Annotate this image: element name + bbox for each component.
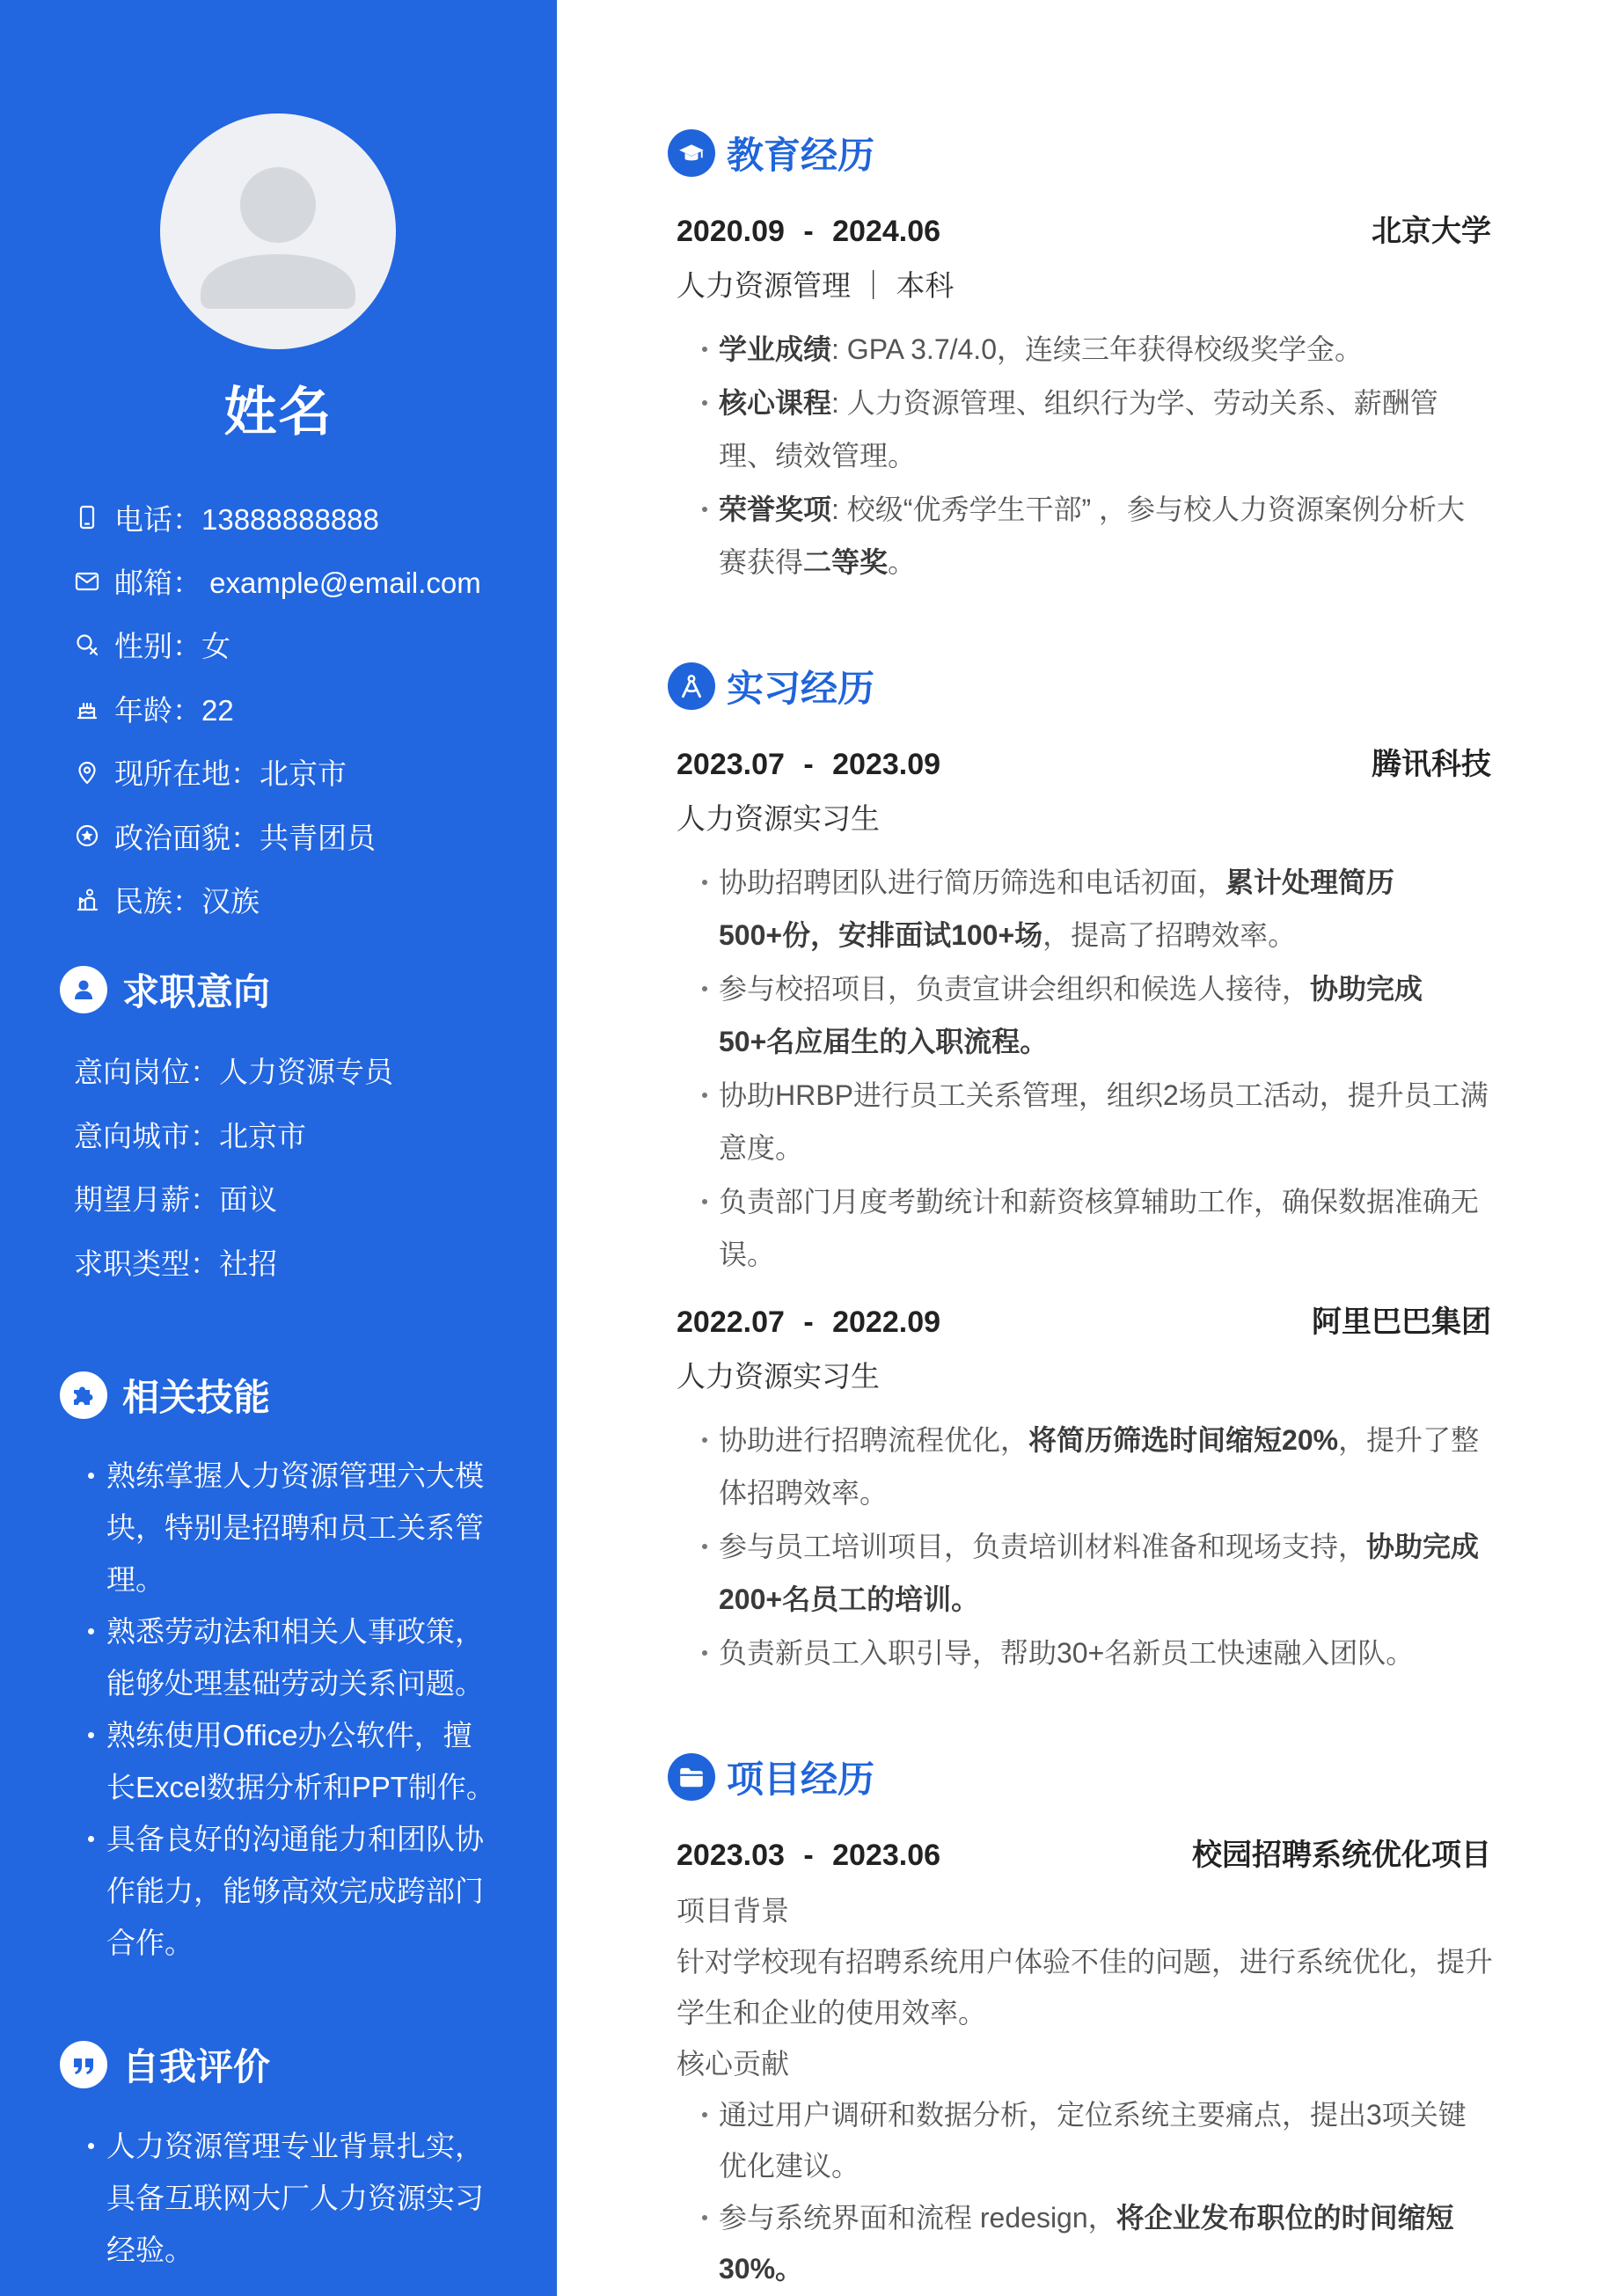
- project-background-text: 针对学校现有招聘系统用户体验不佳的问题，进行系统优化，提升学生和企业的使用效率。: [677, 1946, 1494, 2029]
- contact-age: [74, 676, 481, 740]
- contact-political-status-text: 政治面貌：共青团员: [114, 821, 376, 854]
- entry-date: 2020.09 - 2024.06: [677, 215, 941, 248]
- job-intention-list: [74, 1041, 393, 1297]
- internship-heading: [668, 662, 1503, 710]
- bullet-text: : 校级“优秀学生干部” ，参与校人力资源案例分析大赛获得: [719, 494, 1466, 578]
- bullet-item: [677, 1627, 1491, 1679]
- project-contribution-label: 核心贡献: [677, 2048, 790, 2080]
- bullet-text: 协助HRBP进行员工关系管理，组织2场员工活动，提升员工满意度。: [719, 1079, 1489, 1164]
- bullet-text: 熟练使用Office办公软件，擅长Excel数据分析和PPT制作。: [106, 1719, 495, 1803]
- internship-entry: [677, 737, 1491, 1281]
- self-evaluation-heading: [60, 2041, 270, 2088]
- intent-type: 求职类型：社招: [74, 1247, 277, 1281]
- bullet-item: [677, 2192, 1491, 2294]
- bullet-text: 负责新员工入职引导，帮助30+名新员工快速融入团队。: [719, 1637, 1415, 1669]
- bullet-text: 协助进行招聘流程优化，: [719, 1424, 1029, 1456]
- badge-icon: [74, 823, 100, 849]
- bullet-item: [677, 483, 1491, 589]
- graduation-cap-icon: [668, 129, 715, 177]
- intent-position: 意向岗位：人力资源专员: [74, 1056, 393, 1088]
- education-section: [668, 129, 1503, 589]
- bullet-text-bold: 二等奖: [803, 546, 889, 578]
- bullet-item: [677, 856, 1491, 962]
- bullet-item: [677, 323, 1491, 376]
- bullet-item: [677, 1414, 1491, 1519]
- bullet-item: [86, 1709, 500, 1813]
- sidebar: [0, 0, 557, 2296]
- project-bullets: [677, 2089, 1491, 2294]
- contact-email-text: 邮箱： example@email.com: [114, 567, 481, 600]
- education-heading: [668, 129, 1503, 177]
- bullet-item: [677, 962, 1491, 1068]
- bullet-text: 参与员工培训项目，负责培训材料准备和现场支持，: [719, 1531, 1367, 1562]
- bullet-text: 。: [888, 546, 917, 578]
- bullet-text: 人力资源管理专业背景扎实，具备互联网大厂人力资源实习经验。: [106, 2130, 484, 2266]
- education-entry: [677, 204, 1491, 589]
- entry-role: 人力资源实习生: [677, 1360, 880, 1393]
- internship-entry: [677, 1295, 1491, 1679]
- contact-ethnicity: [74, 867, 481, 931]
- entry-school: 北京大学: [1372, 215, 1491, 248]
- user-icon: [60, 966, 107, 1013]
- avatar[interactable]: [160, 113, 396, 349]
- bullet-item: [86, 1813, 500, 1969]
- mail-icon: [74, 568, 100, 595]
- project-background-label: 项目背景: [677, 1895, 790, 1927]
- entry-header: [677, 1828, 1491, 1883]
- intent-salary: 期望月薪：面议: [74, 1183, 277, 1217]
- entry-role: 人力资源实习生: [677, 802, 880, 835]
- entry-header: [677, 737, 1491, 792]
- contact-phone: [74, 486, 481, 549]
- contact-ethnicity-text: 民族：汉族: [114, 885, 260, 918]
- puzzle-icon: [60, 1371, 107, 1419]
- contact-phone-text: 电话：13888888888: [114, 502, 379, 536]
- bullet-text: 参与系统界面和流程 redesign，: [719, 2202, 1116, 2234]
- bullet-item: [677, 1520, 1491, 1626]
- contact-gender-text: 性别：女: [114, 630, 230, 663]
- project-heading: [668, 1753, 1503, 1801]
- bullet-item: [86, 1450, 500, 1605]
- internship-bullets: [677, 1414, 1491, 1679]
- bullet-text: 熟悉劳动法和相关人事政策，能够处理基础劳动关系问题。: [106, 1615, 484, 1700]
- compass-icon: [668, 662, 715, 710]
- bullet-text: 通过用户调研和数据分析，定位系统主要痛点，提出3项关键优化建议。: [719, 2099, 1467, 2182]
- bullet-text: ，提高了招聘效率。: [1042, 919, 1297, 951]
- contact-location-text: 现所在地：北京市: [114, 757, 347, 791]
- bullet-text: 协助招聘团队进行简历筛选和电话初面，: [719, 866, 1226, 898]
- bullet-item: [86, 1605, 500, 1709]
- bullet-item: [86, 2120, 500, 2276]
- folder-icon: [668, 1753, 715, 1801]
- skills-heading: [60, 1371, 270, 1419]
- internship-section: [668, 662, 1503, 1680]
- phone-icon: [74, 504, 100, 530]
- location-icon: [74, 759, 100, 786]
- project-section: [668, 1753, 1503, 2295]
- contact-age-text: 年龄：22: [114, 693, 234, 727]
- entry-project-name: 校园招聘系统优化项目: [1192, 1839, 1491, 1872]
- gender-icon: [74, 632, 100, 658]
- bullet-text-bold: 荣誉奖项: [719, 494, 832, 525]
- bullet-text-bold: 累计处理简历500+份，安排面试100+场: [719, 866, 1395, 951]
- project-entry: [677, 1828, 1494, 2294]
- bullet-text: 熟练掌握人力资源管理六大模块，特别是招聘和员工关系管理。: [106, 1459, 484, 1596]
- ethnicity-icon: [74, 887, 100, 913]
- bullet-item: [677, 1069, 1491, 1174]
- internship-bullets: [677, 856, 1491, 1281]
- entry-date: 2023.03 - 2023.06: [677, 1839, 941, 1872]
- project-title: 项目经历: [727, 1759, 875, 1800]
- bullet-text: 负责部门月度考勤统计和薪资核算辅助工作，确保数据准确无误。: [719, 1186, 1480, 1270]
- self-evaluation-title: 自我评价: [122, 2046, 271, 2088]
- entry-header: [677, 1295, 1491, 1349]
- entry-major-degree: 人力资源管理 ｜ 本科: [677, 269, 955, 302]
- skills-title: 相关技能: [122, 1377, 271, 1418]
- job-intention-heading: [60, 966, 270, 1013]
- bullet-item: [677, 377, 1491, 482]
- contact-location: [74, 741, 481, 804]
- candidate-name: 姓名: [223, 383, 333, 442]
- bullet-text-bold: 将企业发布职位的时间缩短30%。: [719, 2202, 1454, 2285]
- bullet-text-bold: 学业成绩: [719, 333, 832, 365]
- self-evaluation-list: [86, 2120, 500, 2276]
- quote-icon: [60, 2041, 107, 2088]
- contact-list: [74, 486, 481, 932]
- bullet-text-bold: 将简历筛选时间缩短20%: [1028, 1424, 1339, 1456]
- entry-header: [677, 204, 1491, 259]
- contact-gender: [74, 613, 481, 676]
- bullet-text: 具备良好的沟通能力和团队协作能力，能够高效完成跨部门合作。: [106, 1823, 484, 1959]
- entry-company: 腾讯科技: [1372, 748, 1491, 781]
- avatar-placeholder-icon: [160, 113, 396, 349]
- bullet-text-bold: 协助完成200+名员工的培训。: [719, 1531, 1480, 1615]
- education-title: 教育经历: [727, 135, 875, 176]
- entry-date: 2023.07 - 2023.09: [677, 748, 941, 781]
- entry-company: 阿里巴巴集团: [1312, 1305, 1491, 1339]
- cake-icon: [74, 695, 100, 721]
- bullet-item: [677, 2089, 1491, 2191]
- entry-date: 2022.07 - 2022.09: [677, 1305, 941, 1339]
- bullet-item: [677, 1175, 1491, 1281]
- internship-title: 实习经历: [727, 668, 875, 709]
- bullet-text: ，提升了整体招聘效率。: [719, 1424, 1480, 1509]
- bullet-text: 参与校招项目，负责宣讲会组织和候选人接待，: [719, 973, 1311, 1005]
- bullet-text: : 人力资源管理、组织行为学、劳动关系、薪酬管理、绩效管理。: [719, 387, 1438, 472]
- education-bullets: [677, 323, 1491, 589]
- contact-email: [74, 549, 481, 612]
- contact-political-status: [74, 804, 481, 867]
- skills-list: [86, 1450, 500, 1969]
- bullet-text-bold: 协助完成50+名应届生的入职流程。: [719, 973, 1423, 1057]
- intent-city: 意向城市：北京市: [74, 1119, 306, 1152]
- job-intention-title: 求职意向: [122, 971, 271, 1013]
- bullet-text-bold: 核心课程: [719, 387, 832, 419]
- bullet-text: : GPA 3.7/4.0，连续三年获得校级奖学金。: [831, 333, 1363, 365]
